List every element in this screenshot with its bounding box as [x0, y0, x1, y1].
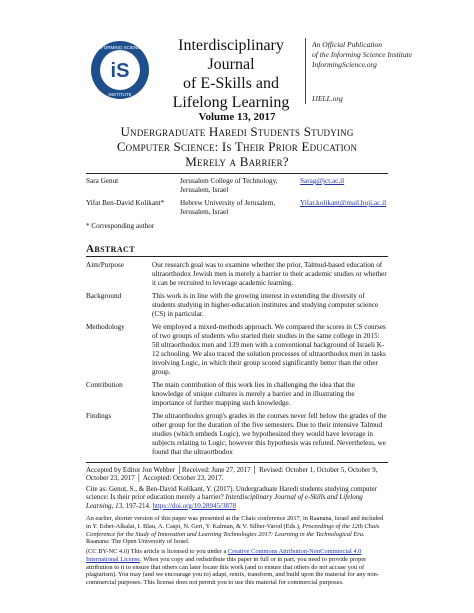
- paper-title: [70, 124, 404, 169]
- publisher-line3: InformingScience.org: [312, 60, 377, 69]
- earlier-version-note: An earlier, shorter version of this paper was presented at the Chais conference 2017, in Raanana, Israel and included in Y. Eshet-Alkalai, I. Blau, A. Caspi, N. Geri, Y. Kalman, & V. Silber-Varod (Eds.), Proceedings of the 12th Chais Conference for the Study of Innovation and Learning Technologies 2017: Learning in the Technological Era. Raanana: The Open University of Israel.: [86, 515, 384, 546]
- logo-letters: iS: [110, 60, 130, 82]
- logo-ring-top: INFORMING SCIENCE: [96, 45, 144, 50]
- title-line1: Undergraduate Haredi Students Studying: [120, 124, 354, 139]
- header-divider: [305, 38, 306, 104]
- abstract-label: Aim/Purpose: [86, 261, 124, 269]
- license-note: (CC BY-NC 4.0) This article is licensed to you under a Creative Commons Attribution-NonCommercial 4.0 International License. When you copy and redistribute this paper in full or in part, you need to provide proper attribution to it to ensure that others can later locate this work (and to ensure that others do not accuse you of plagiarism). You may (and we encourage you to) adapt, remix, transform, and build upon the material for any non-commercial purposes. This license does not permit you to use this material for commercial purposes.: [86, 548, 380, 587]
- corresponding-author-note: * Corresponding author: [86, 222, 155, 230]
- abstract-row: [86, 412, 388, 457]
- journal-title-line3: Lifelong Learning: [172, 94, 290, 111]
- abstract-label: Findings: [86, 412, 112, 420]
- abstract-label: Contribution: [86, 381, 123, 389]
- doi-link[interactable]: https://doi.org/10.28945/3878: [152, 501, 237, 510]
- volume: Volume 13, 2017: [198, 111, 276, 123]
- abstract-text: We employed a mixed-methods approach. We compared the scores in CS courses of two groups of students who started their studies in the same college in 2015: 58 ultraorthodox men and 139 men with a conventional background of Israeli K-12 schooling. We also traced the solution processes of ultraorthodox men in tasks involving Logic, in which their group scored significantly better than the other group.: [152, 323, 386, 376]
- author-email-link[interactable]: Yifat.kolikant@mail.huji.ac.il: [300, 199, 387, 207]
- accepted-note: Accepted by Editor Jon Webber │Received: June 27, 2017 │ Revised: October 1, October 5, October 9, October 23, 2017 │ Accepted: October 23, 2017.: [86, 466, 378, 483]
- abstract-text: Our research goal was to examine whether the prior, Talmud-based education of ultraorthodox Jewish men is merely a barrier to their academic studies or whether it can be recruited to leverage academic learning.: [152, 261, 387, 287]
- abstract-row: [86, 381, 388, 408]
- abstract-bottom-rule: [86, 462, 388, 463]
- cite-pages: 197-214.: [123, 501, 153, 510]
- abstract-rule: [86, 256, 388, 257]
- abstract-row: [86, 261, 388, 288]
- journal-url[interactable]: IJELL.org: [312, 94, 343, 103]
- abstract-heading: Abstract: [86, 243, 135, 255]
- title-rule: [86, 173, 388, 174]
- author-affiliation: Hebrew University of Jerusalem, Jerusalem, Israel: [180, 199, 276, 216]
- cite-journal: Interdisciplinary Journal of e-Skills and Lifelong Learning, 13,: [86, 493, 363, 510]
- author-affiliation: Jerusalem College of Technology, Jerusalem, Israel: [180, 177, 278, 194]
- logo-ring-bottom: INSTITUTE: [108, 92, 132, 97]
- abstract-text: The main contribution of this work lies in challenging the idea that the knowledge of unique cultures is merely a barrier and in illustrating the importance of further mapping such knowledge.: [152, 381, 355, 407]
- author-list: [86, 177, 388, 221]
- author-name: Yifat Ben-David Kolikant*: [86, 199, 165, 207]
- journal-title: [161, 36, 301, 112]
- abstract-row: [86, 323, 388, 377]
- title-line3: Merely a Barrier?: [185, 154, 289, 169]
- publisher-info: [312, 40, 462, 104]
- title-line2: Computer Science: Is Their Prior Education: [116, 139, 358, 154]
- abstract-label: Background: [86, 292, 122, 300]
- journal-title-line1: Interdisciplinary Journal: [178, 37, 284, 73]
- abstract-row: [86, 292, 388, 319]
- citation: [86, 485, 388, 510]
- publisher-line1: An Official Publication: [312, 40, 382, 49]
- publisher-line2: of the Informing Science Institute: [312, 50, 412, 59]
- author-name: Sara Genut: [86, 177, 119, 185]
- abstract-table: [86, 261, 388, 461]
- author-row: [86, 177, 388, 199]
- cite-prefix: Cite as: Genut, S., & Ben-David Kolikant, Y. (2017). Undergraduate Haredi students studying computer science: Is their prior education merely a barrier?: [86, 485, 377, 502]
- author-row: [86, 199, 388, 221]
- journal-title-line2: of E-Skills and: [183, 75, 279, 92]
- abstract-text: The ultraorthodox group's grades in the courses never fell below the grades of the other group for the duration of the five semesters. Due to their intensive Talmud studies (which embeds Logic), we hypothesized they would have leverage in subjects relating to Logic; however this hypothesis was refuted. Nevertheless, we found that the ultraorthodox: [152, 412, 387, 456]
- license-link[interactable]: Creative Commons Attribution-NonCommercial 4.0 International License: [86, 548, 362, 563]
- author-email-link[interactable]: Sarag@jct.ac.il: [300, 177, 345, 185]
- abstract-label: Methodology: [86, 323, 125, 331]
- informing-science-logo: [90, 40, 150, 100]
- abstract-text: This work is in line with the growing interest in extending the diversity of students studying in higher-education institutes and studying computer science (CS) in particular.: [152, 292, 379, 318]
